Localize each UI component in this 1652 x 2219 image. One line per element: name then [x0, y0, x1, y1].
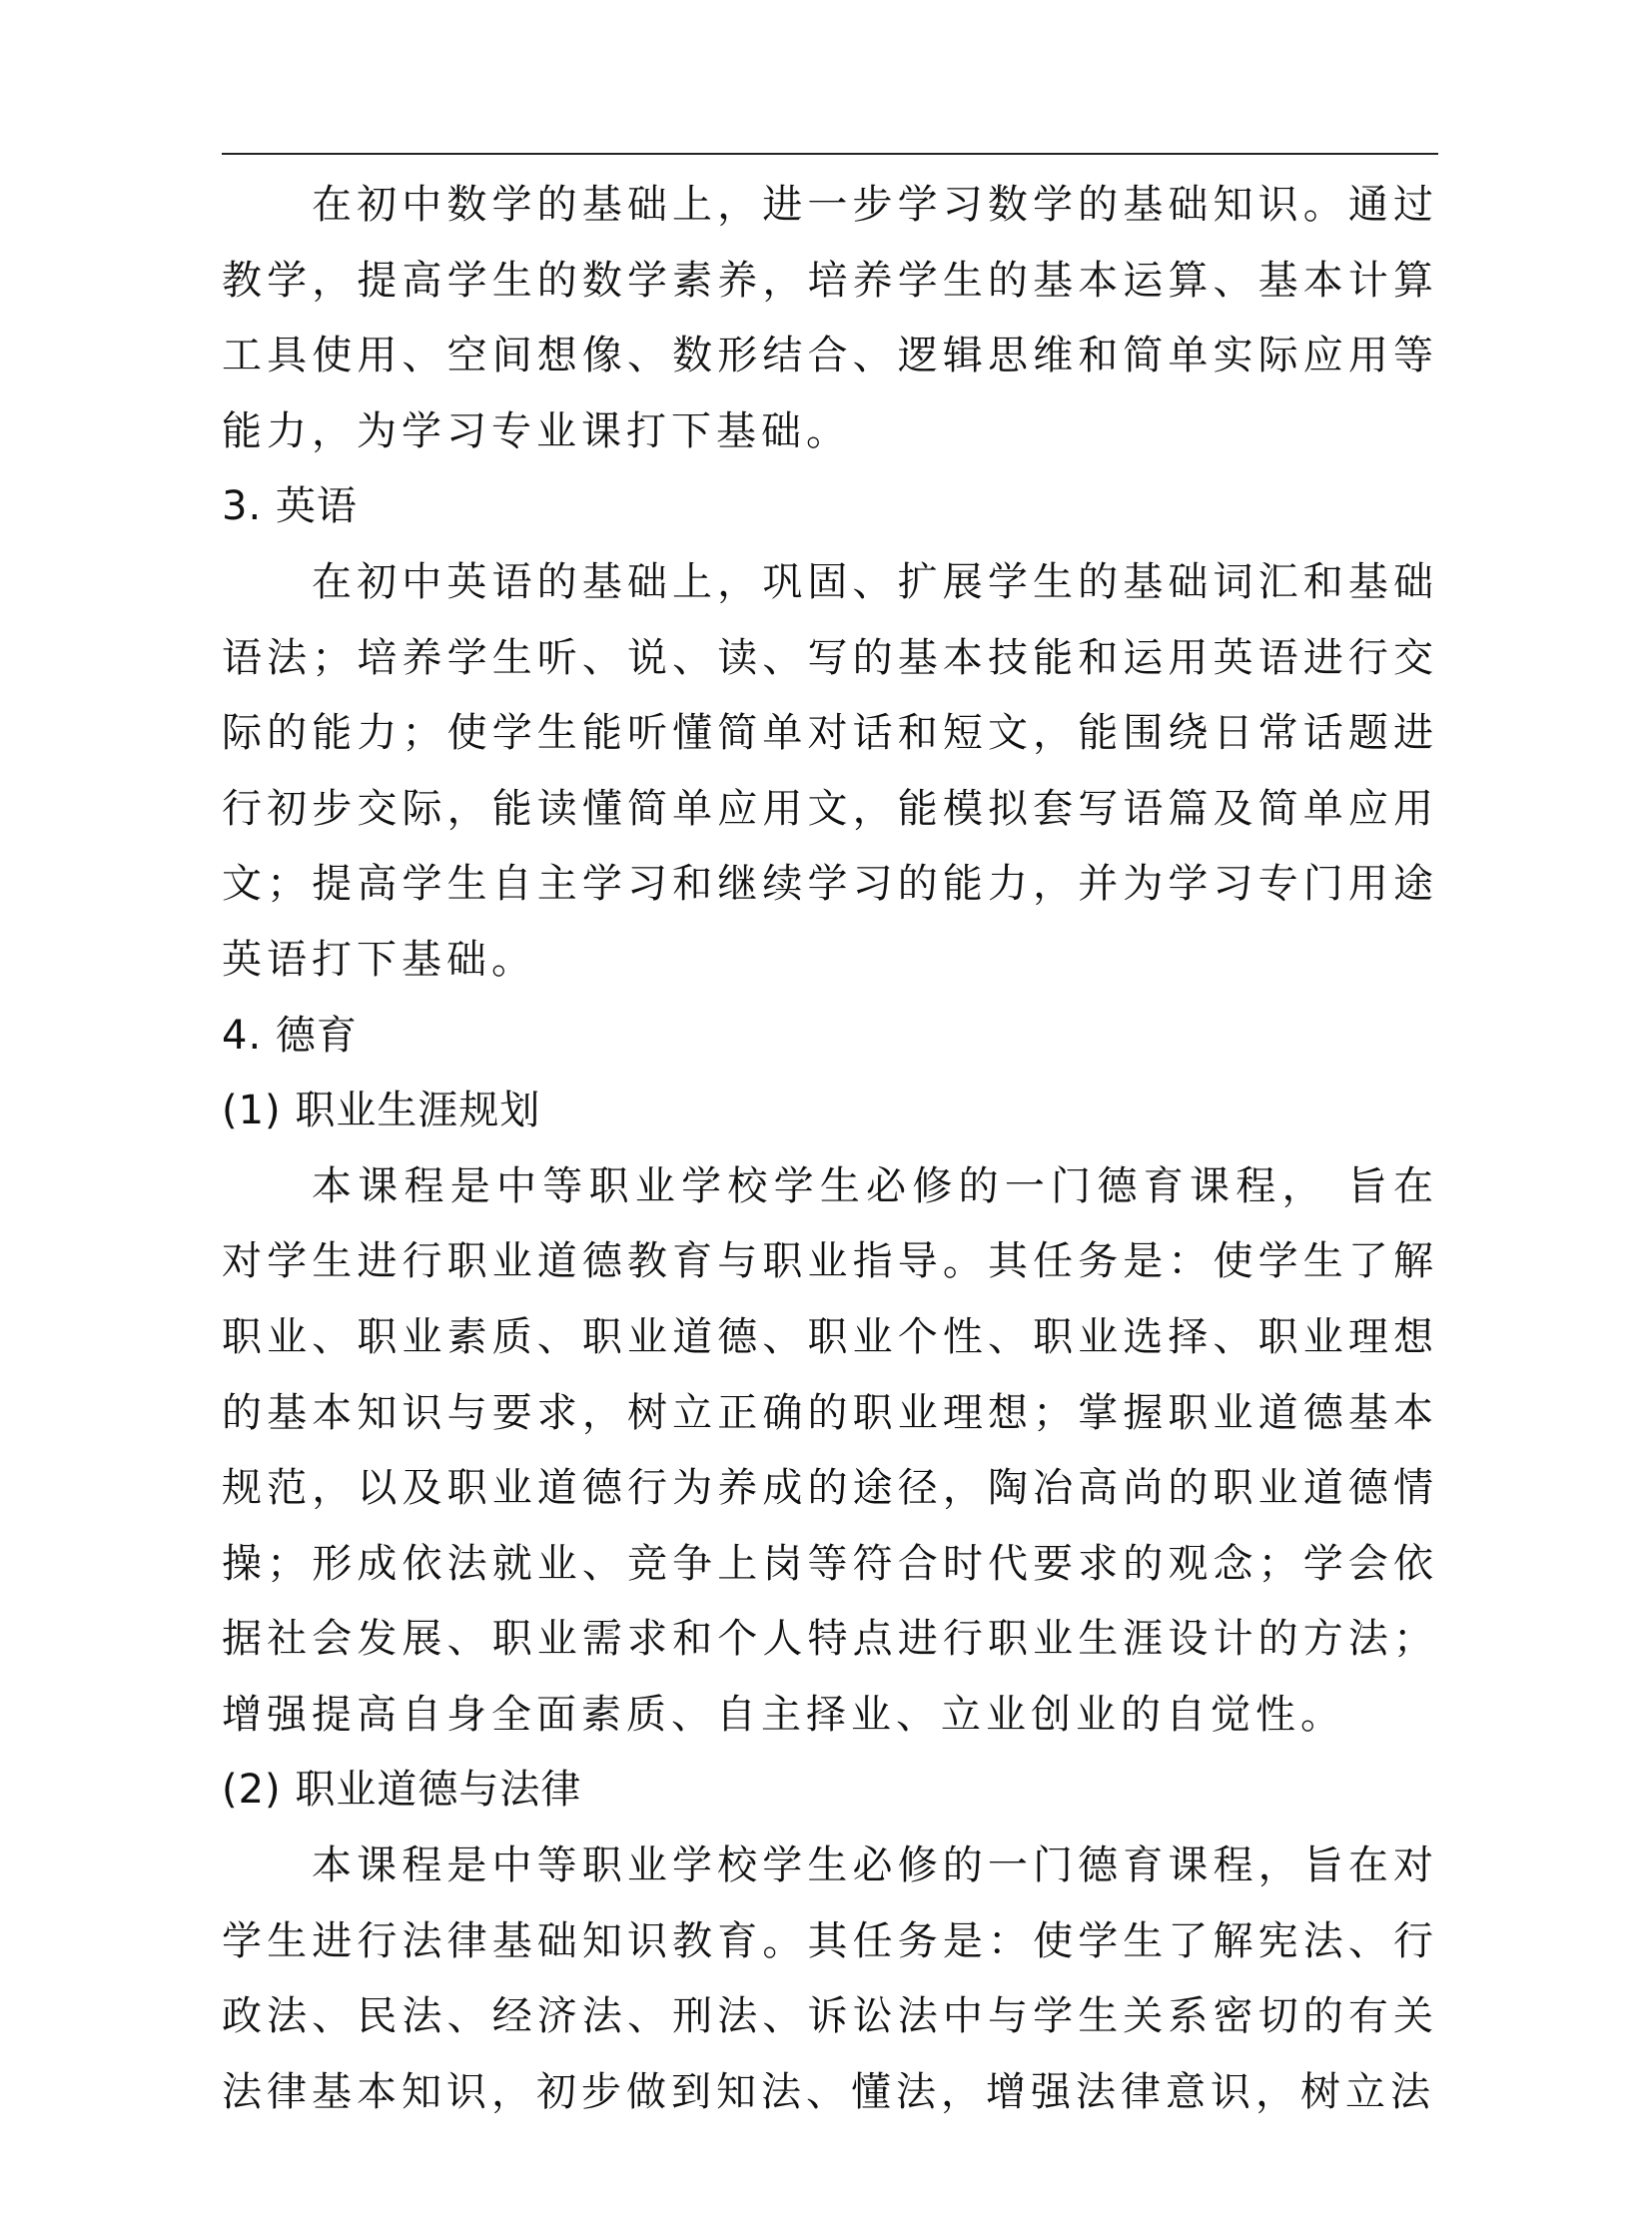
heading-english: 3. 英语: [222, 483, 358, 530]
para-english: 在初中英语的基础上，巩固、扩展学生的基础词汇和基础语法；培养学生听、说、读、写的基本技能和运用英语进行交际的能力；使学生能听懂简单对话和短文，能围绕日常话题进行初步交际，能读懂简单应用文，能模拟套写语篇及简单应用文；提高学生自主学习和继续学习的能力，并为学习专门用途英语打下基础。: [222, 558, 1438, 983]
para-ethics-law: 本课程是中等职业学校学生必修的一门德育课程，旨在对学生进行法律基础知识教育。其任务是：使学生了解宪法、行政法、民法、经济法、刑法、诉讼法中与学生关系密切的有关法律基本知识，初步做到知法、懂法，增强法律意识，树立法: [222, 1843, 1438, 2115]
heading-ethics-law: (2) 职业道德与法律: [222, 1767, 582, 1814]
para-math: 在初中数学的基础上，进一步学习数学的基础知识。通过教学，提高学生的数学素养，培养学生的基本运算、基本计算工具使用、空间想像、数形结合、逻辑思维和简单实际应用等能力，为学习专业课打下基础。: [222, 182, 1438, 454]
heading-career-planning: (1) 职业生涯规划: [222, 1088, 541, 1134]
header-rule: [222, 153, 1438, 155]
para-career-planning: 本课程是中等职业学校学生必修的一门德育课程， 旨在对学生进行职业道德教育与职业指导。其任务是：使学生了解职业、职业素质、职业道德、职业个性、职业选择、职业理想的基本知识与要求，树立正确的职业理想；掌握职业道德基本规范，以及职业道德行为养成的途径，陶冶高尚的职业道德情操；形成依法就业、竞争上岗等符合时代要求的观念；学会依据社会发展、职业需求和个人特点进行职业生涯设计的方法；增强提高自身全面素质、自主择业、立业创业的自觉性。: [222, 1162, 1438, 1738]
document-body: [222, 168, 1438, 2130]
heading-moral: 4. 德育: [222, 1012, 358, 1059]
